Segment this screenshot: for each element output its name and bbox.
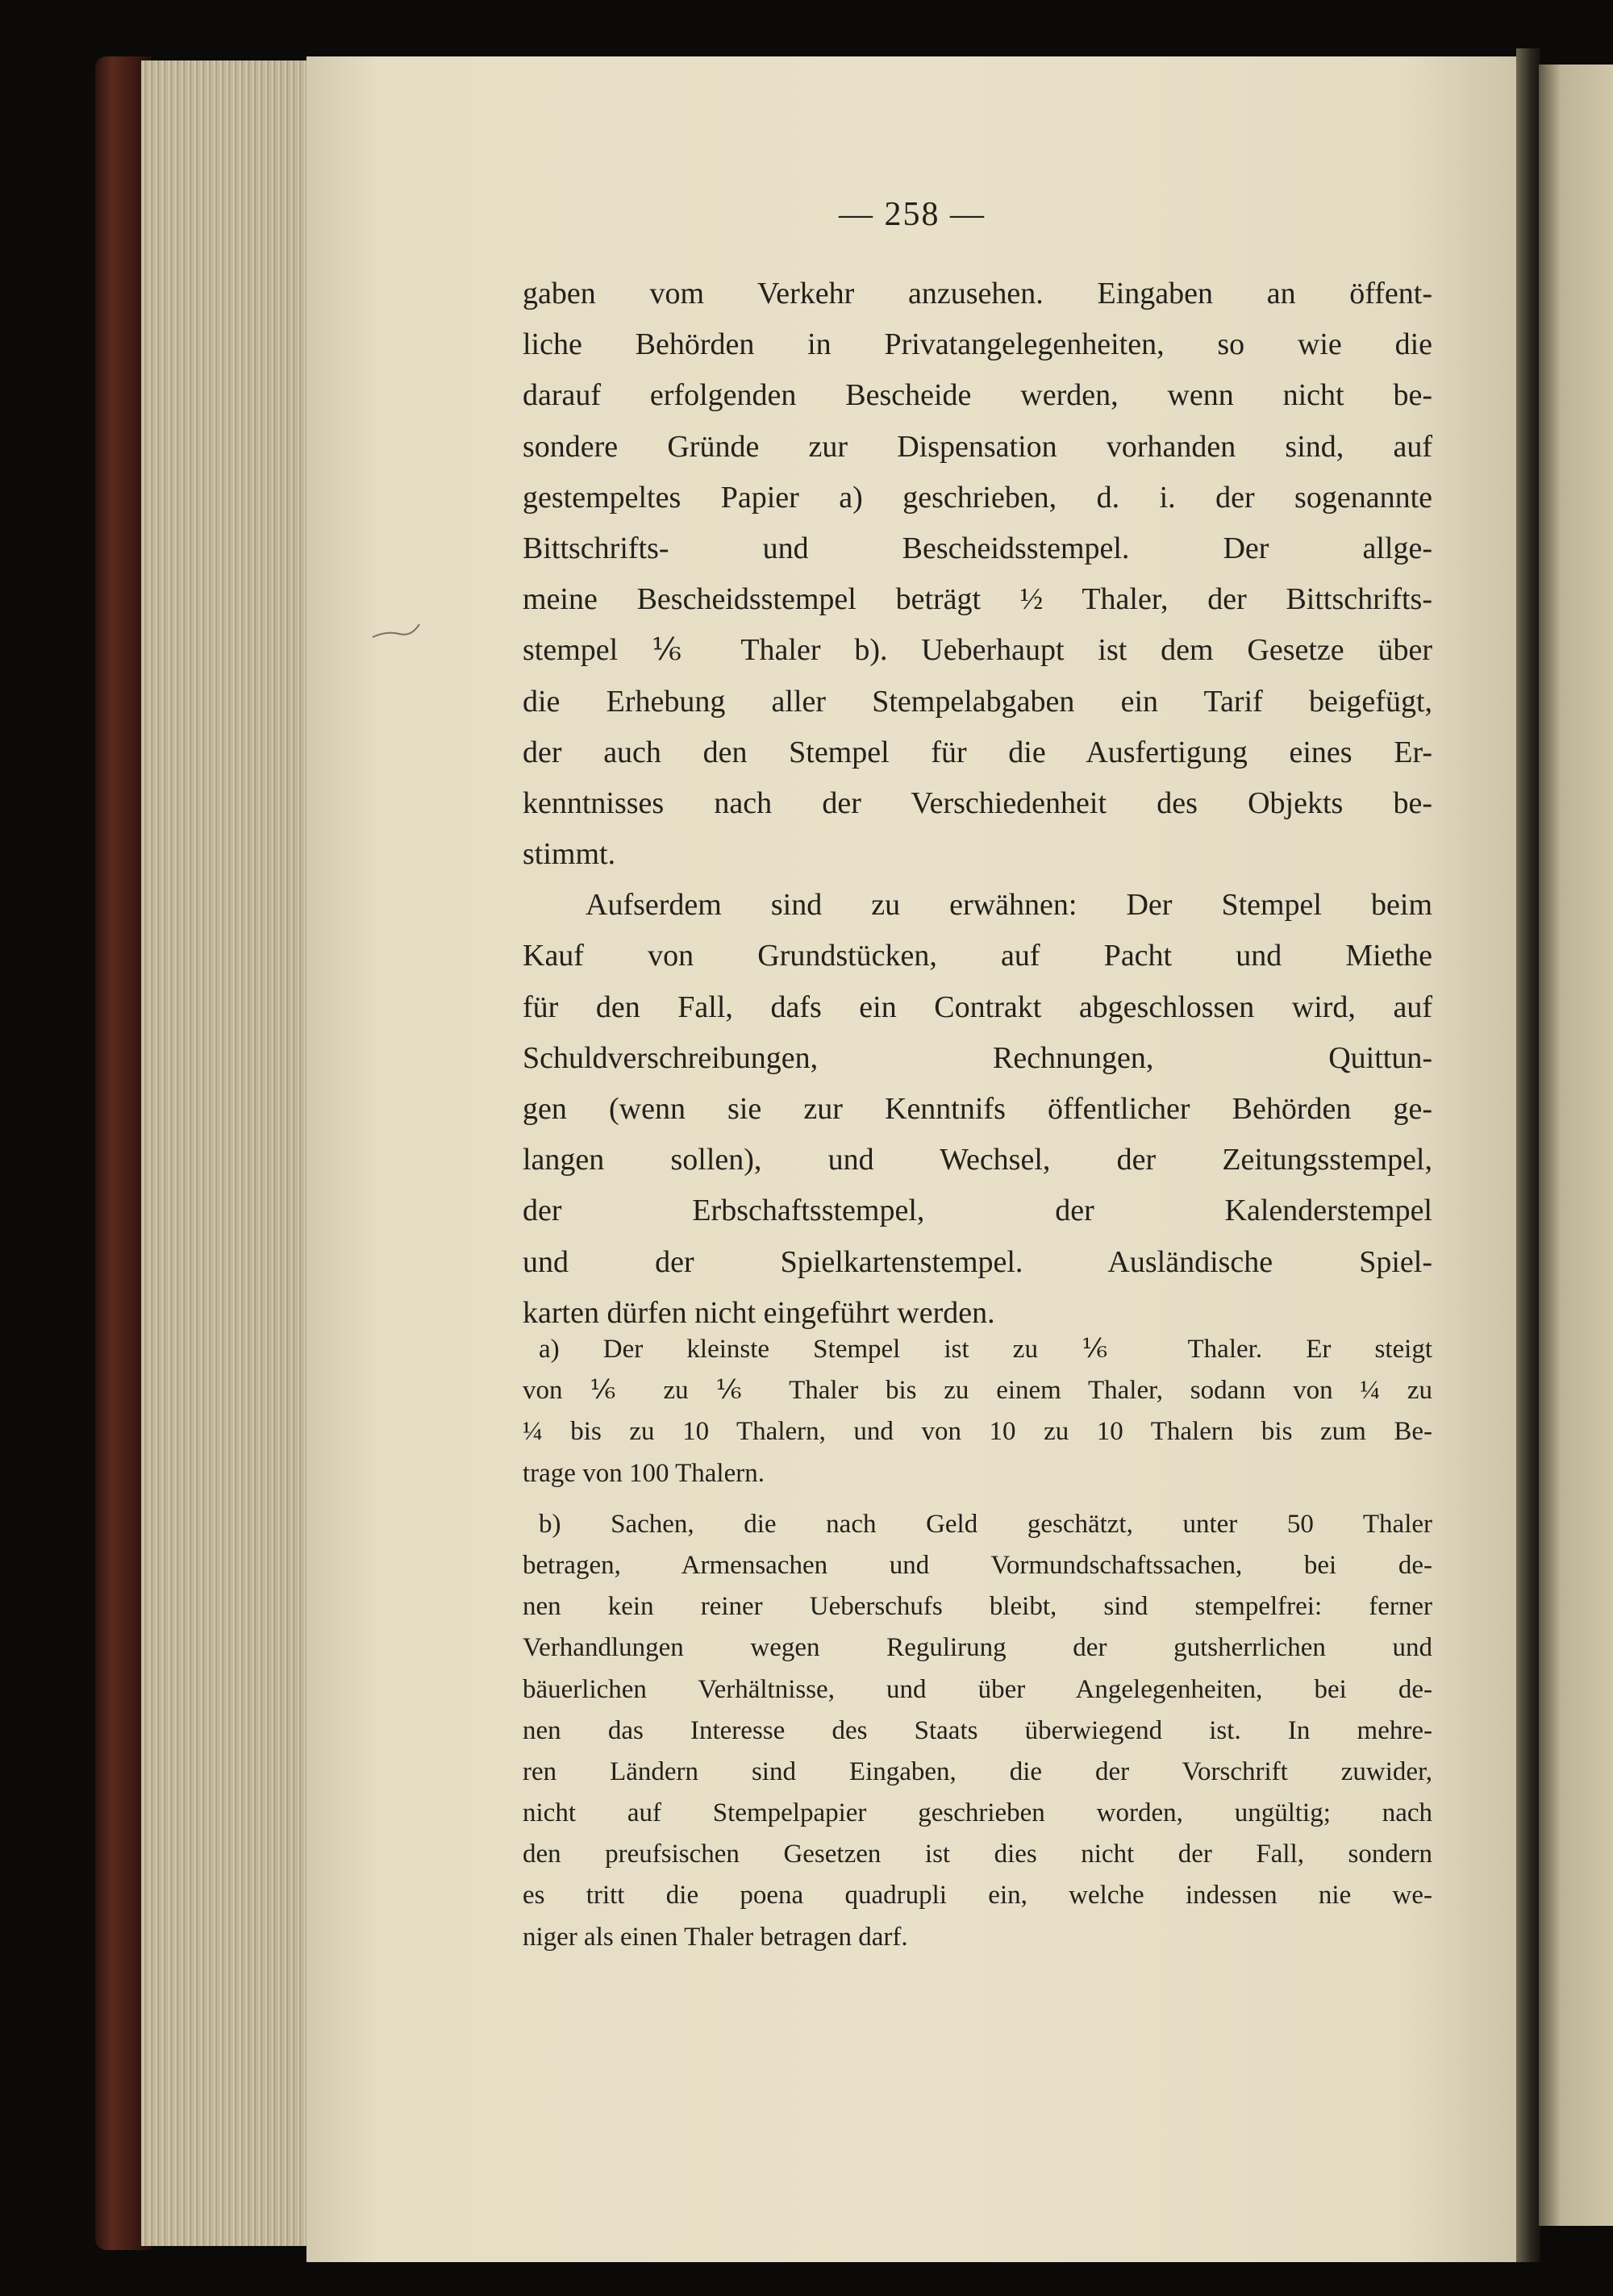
facing-page-edge xyxy=(1539,65,1613,2226)
body-line: Kauf von Grundstücken, auf Pacht und Miethe xyxy=(523,939,1432,973)
footnote-line: den preufsischen Gesetzen ist dies nicht der Fall, sondern xyxy=(523,1840,1432,1869)
footnote-a xyxy=(523,1329,1432,1494)
footnote-line: nen das Interesse des Staats überwiegend ist. In mehre- xyxy=(523,1715,1432,1745)
footnote-line: nicht auf Stempelpapier geschrieben worden, ungültig; nach xyxy=(523,1798,1432,1828)
footnote-line: Verhandlungen wegen Regulirung der gutsherrlichen und xyxy=(523,1633,1432,1663)
footnote-line: niger als einen Thaler betragen darf. xyxy=(523,1922,908,1952)
body-line: gaben vom Verkehr anzusehen. Eingaben an öffent- xyxy=(523,277,1432,310)
body-line: der auch den Stempel für die Ausfertigung eines Er- xyxy=(523,735,1432,769)
page-stack-edge xyxy=(141,60,315,2246)
footnote-line: von ⅙ zu ⅙ Thaler bis zu einem Thaler, sodann von ¼ zu xyxy=(523,1376,1432,1406)
page-number: — 258 — xyxy=(839,196,986,233)
footnote-spacer xyxy=(523,1494,1432,1504)
body-line: Bittschrifts- und Bescheidsstempel. Der allge- xyxy=(523,531,1432,565)
footnote-line: es tritt die poena quadrupli ein, welche indessen nie we- xyxy=(523,1881,1432,1911)
footnote-line: ¼ bis zu 10 Thalern, und von 10 zu 10 Thalern bis zum Be- xyxy=(523,1417,1432,1447)
footnotes xyxy=(523,1329,1432,1958)
body-line: karten dürfen nicht eingeführt werden. xyxy=(523,1295,995,1330)
body-line: darauf erfolgenden Bescheide werden, wenn nicht be- xyxy=(523,378,1432,413)
pencil-margin-mark xyxy=(371,613,427,645)
body-line: gestempeltes Papier a) geschrieben, d. i. der sogenannte xyxy=(523,480,1432,515)
body-line: der Erbschaftsstempel, der Kalenderstempel xyxy=(523,1194,1432,1228)
body-line: kenntnisses nach der Verschiedenheit des Objekts be- xyxy=(523,785,1432,820)
body-line: liche Behörden in Privatangelegenheiten, so wie die xyxy=(523,327,1432,362)
body-line: stimmt. xyxy=(523,837,616,872)
body-line: für den Fall, dafs ein Contrakt abgeschlossen wird, auf xyxy=(523,990,1432,1024)
body-line: und der Spielkartenstempel. Ausländische Spiel- xyxy=(523,1244,1432,1279)
footnote-line: betragen, Armensachen und Vormundschaftssachen, bei de- xyxy=(523,1550,1432,1580)
body-line: gen (wenn sie zur Kenntnifs öffentlicher Behörden ge- xyxy=(523,1092,1432,1126)
book-gutter xyxy=(1516,48,1540,2262)
footnote-line: bäuerlichen Verhältnisse, und über Angelegenheiten, bei de- xyxy=(523,1674,1432,1704)
footnote-line: nen kein reiner Ueberschufs bleibt, sind stempelfrei: ferner xyxy=(523,1592,1432,1622)
body-line: sondere Gründe zur Dispensation vorhanden sind, auf xyxy=(523,429,1432,464)
footnote-line: b) Sachen, die nach Geld geschätzt, unter 50 Thaler xyxy=(539,1509,1432,1539)
footnote-b xyxy=(523,1504,1432,1958)
body-line: stempel ⅙ Thaler b). Ueberhaupt ist dem Gesetze über xyxy=(523,633,1432,668)
footnote-line: a) Der kleinste Stempel ist zu ⅙ Thaler. Er steigt xyxy=(539,1335,1432,1364)
body-line: die Erhebung aller Stempelabgaben ein Tarif beigefügt, xyxy=(523,684,1432,719)
footnote-line: ren Ländern sind Eingaben, die der Vorschrift zuwider, xyxy=(523,1756,1432,1786)
body-line: langen sollen), und Wechsel, der Zeitungsstempel, xyxy=(523,1143,1432,1177)
body-line: meine Bescheidsstempel beträgt ½ Thaler, der Bittschrifts- xyxy=(523,582,1432,617)
body-line: Schuldverschreibungen, Rechnungen, Quittun- xyxy=(523,1040,1432,1075)
footnote-line: trage von 100 Thalern. xyxy=(523,1458,765,1488)
body-text xyxy=(523,269,1432,1339)
body-line: Aufserdem sind zu erwähnen: Der Stempel beim xyxy=(586,888,1432,923)
